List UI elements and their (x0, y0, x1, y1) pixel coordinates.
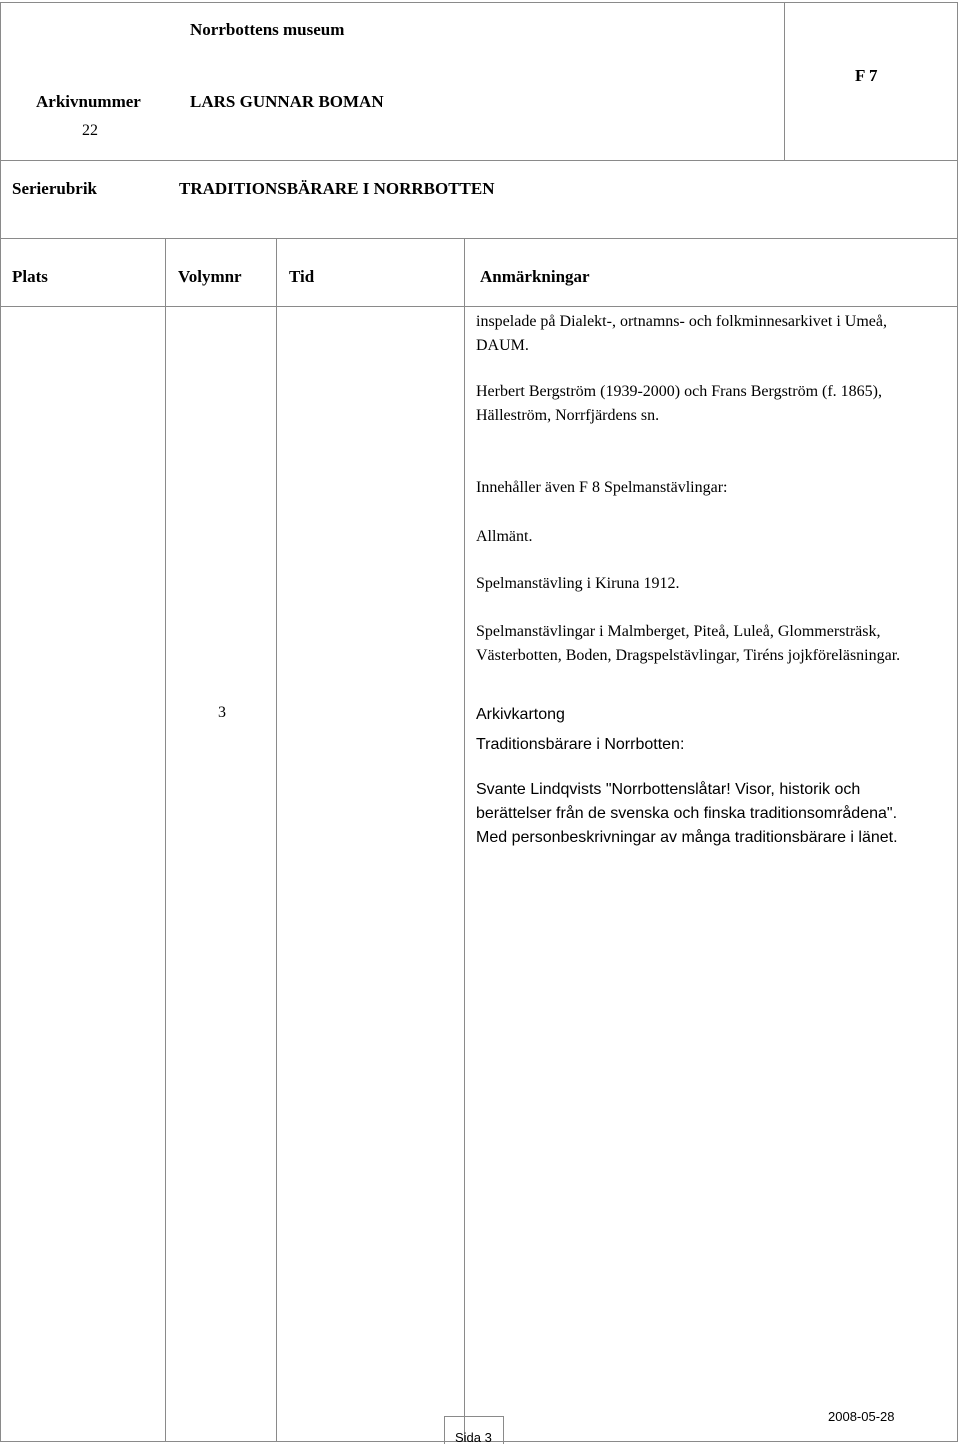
archive-number-label: Arkivnummer (36, 92, 141, 111)
note-paragraph: Allmänt. (476, 528, 533, 545)
column-divider-volume (165, 238, 166, 1442)
note-paragraph: Svante Lindqvists "Norrbottenslåtar! Visor, historik och berättelser från de svenska och finska traditionsområdena". Med personbeskrivningar av många traditionsbärare i länet. (476, 781, 898, 846)
note-paragraph: Arkivkartong (476, 706, 565, 723)
note-paragraph: Spelmanstävlingar i Malmberget, Piteå, Luleå, Glommersträsk, Västerbotten, Boden, Dragspelstävlingar, Tiréns jojkföreläsningar. (476, 623, 901, 664)
series-title: TRADITIONSBÄRARE I NORRBOTTEN (179, 179, 495, 198)
series-label: Serierubrik (12, 179, 97, 198)
column-divider-notes (464, 238, 465, 1442)
column-header-volume: Volymnr (178, 267, 242, 286)
note-paragraph: Spelmanstävling i Kiruna 1912. (476, 575, 680, 592)
column-header-place: Plats (12, 267, 48, 286)
volume-number: 3 (218, 704, 226, 721)
series-divider (0, 238, 958, 239)
person-name: LARS GUNNAR BOMAN (190, 92, 384, 111)
note-paragraph: Traditionsbärare i Norrbotten: (476, 736, 685, 753)
column-header-time: Tid (289, 267, 315, 286)
archive-number-value: 22 (82, 122, 98, 139)
archive-code: F 7 (855, 66, 878, 85)
note-paragraph: Innehåller även F 8 Spelmanstävlingar: (476, 479, 728, 496)
page-number: Sida 3 (455, 1430, 492, 1445)
header-vertical-divider (784, 2, 785, 161)
note-paragraph: inspelade på Dialekt-, ortnamns- och folkminnesarkivet i Umeå, DAUM. (476, 313, 887, 354)
print-date: 2008-05-28 (828, 1409, 895, 1424)
column-header-notes: Anmärkningar (480, 267, 590, 286)
header-divider (0, 160, 958, 161)
column-divider-time (276, 238, 277, 1442)
note-paragraph: Herbert Bergström (1939-2000) och Frans Bergström (f. 1865), Hälleström, Norrfjärdens sn. (476, 383, 882, 424)
museum-name: Norrbottens museum (190, 20, 345, 39)
column-header-divider (0, 306, 958, 307)
